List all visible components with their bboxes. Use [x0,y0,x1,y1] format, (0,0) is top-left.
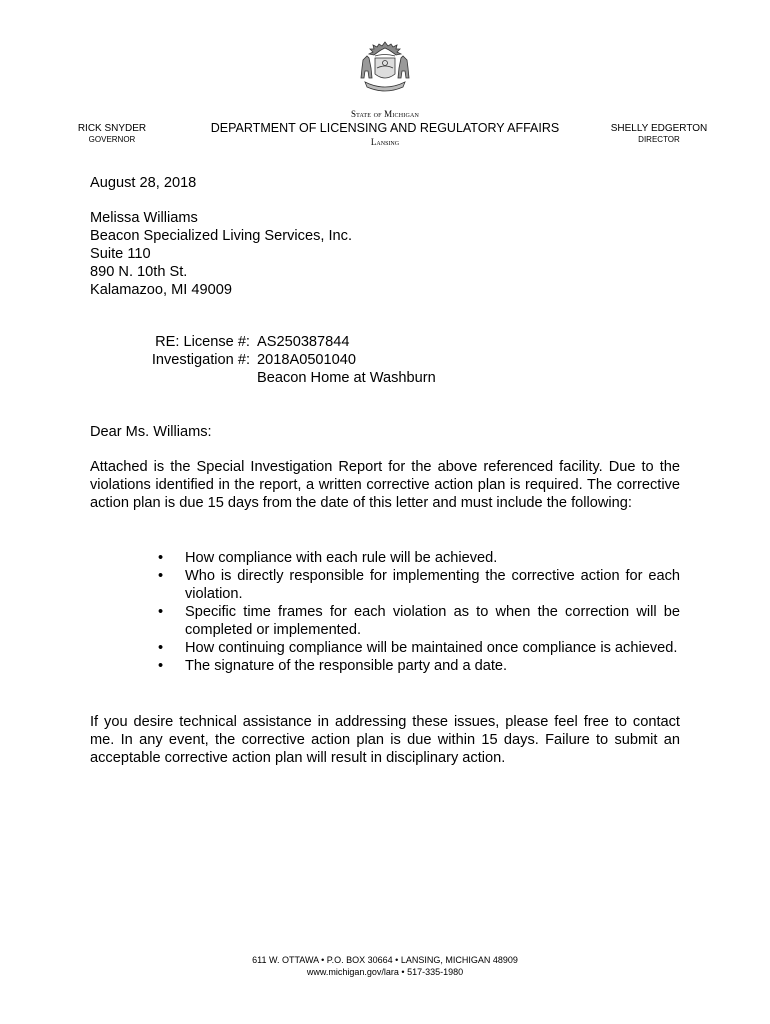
director-name: SHELLY EDGERTON [610,123,708,134]
recipient-suite: Suite 110 [90,246,151,262]
state-line: State of Michigan [350,109,420,119]
reference-block [90,333,590,387]
footer-address: 611 W. OTTAWA • P.O. BOX 30664 • LANSING, MICHIGAN 48909 [252,955,518,965]
recipient-street: 890 N. 10th St. [90,264,188,280]
paragraph-closing: If you desire technical assistance in addressing these issues, please feel free to contact me. In any event, the corrective action plan is due within 15 days. Failure to submit an acceptable corrective action plan will result in disciplinary action. [90,714,680,766]
facility-row [90,369,590,387]
license-label: RE: License #: [155,334,250,350]
footer-contact: www.michigan.gov/lara • 517-335-1980 [306,967,464,977]
department-name: DEPARTMENT OF LICENSING AND REGULATORY AFFAIRS [210,121,560,135]
investigation-label: Investigation #: [151,352,250,368]
investigation-value: 2018A0501040 [257,352,357,368]
list-item: • How compliance with each rule will be achieved. [158,549,680,567]
footer [185,954,585,978]
list-item: • How continuing compliance will be maintained once compliance is achieved. [158,639,680,657]
letterhead-center [180,108,590,148]
michigan-state-seal-icon [357,38,413,96]
letter-date: August 28, 2018 [90,175,197,191]
recipient-city: Kalamazoo, MI 49009 [90,282,232,298]
governor-block [62,123,162,145]
director-title: DIRECTOR [638,135,680,144]
license-value: AS250387844 [257,334,350,350]
investigation-row [90,351,590,369]
paragraph-intro: Attached is the Special Investigation Report for the above referenced facility. Due to the violations identified in the report, a written corrective action plan is required. The corrective action plan is due 15 days from the date of this letter and must include the following: [90,459,680,511]
city-line: Lansing [370,137,400,147]
recipient-company: Beacon Specialized Living Services, Inc. [90,228,353,244]
list-item: • The signature of the responsible party and a date. [158,657,680,675]
list-item: • Who is directly responsible for implementing the corrective action for each violation. [158,567,680,603]
recipient-name: Melissa Williams [90,210,198,226]
governor-name: RICK SNYDER [77,123,147,134]
recipient-address [90,209,680,299]
license-row [90,333,590,351]
facility-name: Beacon Home at Washburn [257,370,436,386]
salutation: Dear Ms. Williams: [90,424,212,440]
list-item: • Specific time frames for each violation as to when the correction will be completed or implemented. [158,603,680,639]
requirements-list [158,549,680,675]
governor-title: GOVERNOR [88,135,136,144]
director-block [600,123,718,145]
